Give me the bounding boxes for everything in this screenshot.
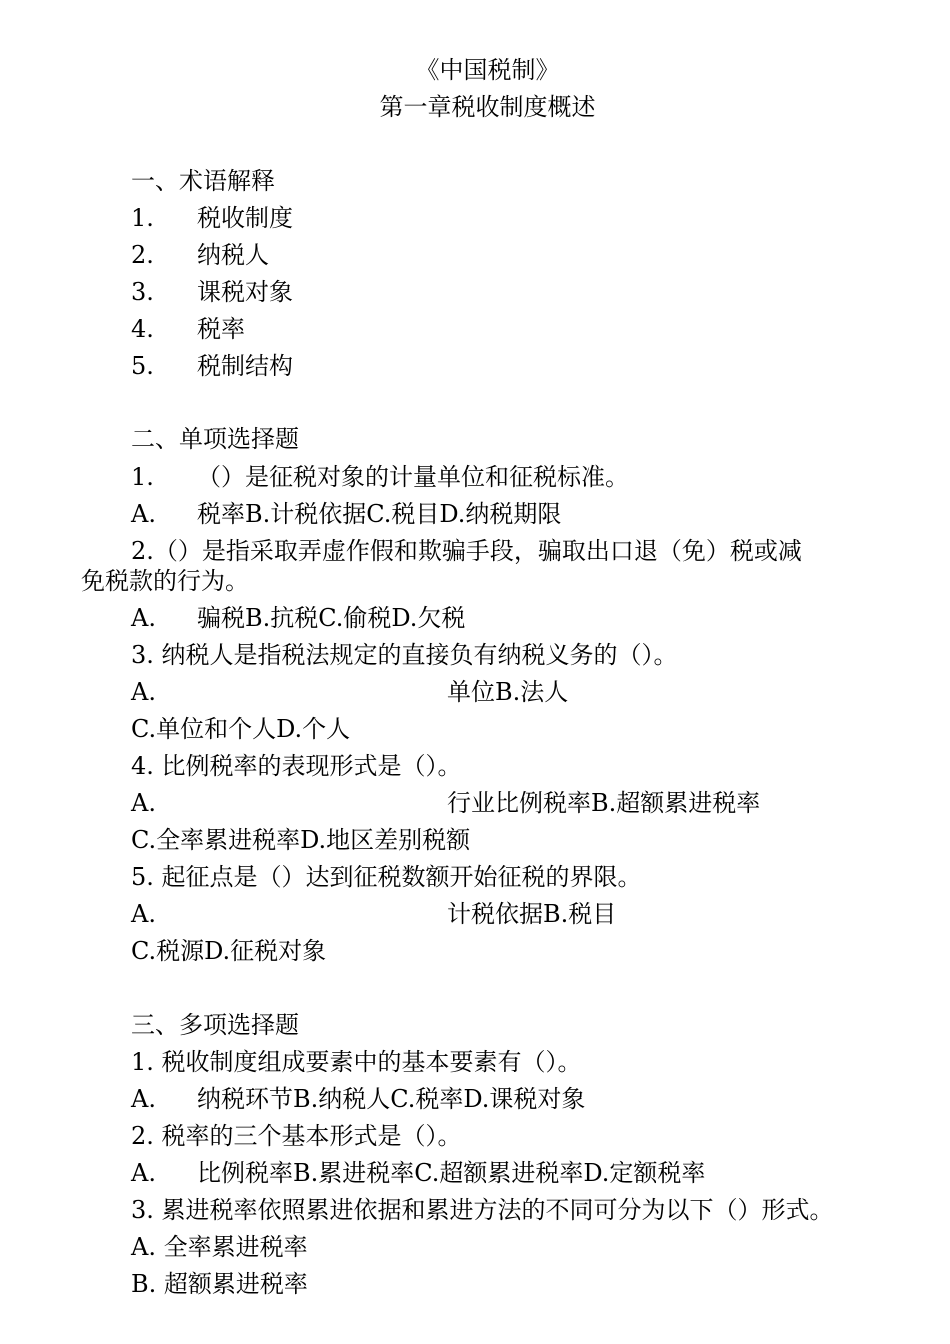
question-text: 5. 起征点是（）达到征税数额开始征税的界限。 bbox=[131, 863, 642, 891]
question-options bbox=[131, 1158, 705, 1188]
question-text: 1. 税收制度组成要素中的基本要素有（）。 bbox=[131, 1048, 582, 1076]
option-label: A. bbox=[131, 500, 156, 528]
term-text: 税制结构 bbox=[197, 352, 293, 380]
question-text-continued: 免税款的行为。 bbox=[81, 567, 249, 595]
question-options bbox=[131, 499, 561, 529]
option-text: 纳税环节B.纳税人C.税率D.课税对象 bbox=[197, 1085, 586, 1113]
question-option: B. 超额累进税率 bbox=[131, 1270, 308, 1298]
term-number: 4. bbox=[131, 315, 154, 343]
term-item bbox=[131, 314, 245, 344]
option-text: 骗税B.抗税C.偷税D.欠税 bbox=[197, 604, 466, 632]
question-options: C.全率累进税率D.地区差别税额 bbox=[131, 826, 471, 854]
term-text: 税率 bbox=[197, 315, 245, 343]
term-item bbox=[131, 203, 293, 233]
question-options: C.单位和个人D.个人 bbox=[131, 715, 351, 743]
question-options bbox=[131, 1084, 585, 1114]
section-heading-terms: 一、术语解释 bbox=[131, 167, 275, 195]
option-label: A. bbox=[131, 678, 156, 706]
question-text: 4. 比例税率的表现形式是（）。 bbox=[131, 752, 462, 780]
section-heading-single-choice: 二、单项选择题 bbox=[131, 425, 299, 453]
term-number: 2. bbox=[131, 241, 154, 269]
term-item bbox=[131, 240, 269, 270]
term-item bbox=[131, 351, 293, 381]
option-text: 单位B.法人 bbox=[447, 678, 569, 706]
question-options: C.税源D.征税对象 bbox=[131, 937, 327, 965]
option-text: 比例税率B.累进税率C.超额累进税率D.定额税率 bbox=[197, 1159, 706, 1187]
question-option: A. 全率累进税率 bbox=[131, 1233, 308, 1261]
question-number: 1. bbox=[131, 463, 154, 491]
option-label: A. bbox=[131, 900, 156, 928]
option-label: A. bbox=[131, 1159, 156, 1187]
term-text: 税收制度 bbox=[197, 204, 293, 232]
question-options bbox=[131, 603, 465, 633]
option-label: A. bbox=[131, 1085, 156, 1113]
option-label: A. bbox=[131, 604, 156, 632]
term-number: 1. bbox=[131, 204, 154, 232]
term-number: 3. bbox=[131, 278, 154, 306]
question-options bbox=[131, 677, 568, 707]
question-text bbox=[131, 462, 629, 492]
option-text: 计税依据B.税目 bbox=[447, 900, 617, 928]
question-body: （）是征税对象的计量单位和征税标准。 bbox=[197, 463, 629, 491]
book-title: 《中国税制》 bbox=[415, 56, 560, 84]
question-options bbox=[131, 899, 616, 929]
term-text: 课税对象 bbox=[197, 278, 293, 306]
chapter-title: 第一章税收制度概述 bbox=[379, 93, 596, 121]
question-text: 3. 累进税率依照累进依据和累进方法的不同可分为以下（）形式。 bbox=[131, 1196, 834, 1224]
option-label: A. bbox=[131, 789, 156, 817]
term-item bbox=[131, 277, 293, 307]
question-options bbox=[131, 788, 760, 818]
term-text: 纳税人 bbox=[197, 241, 269, 269]
question-text: 2. 税率的三个基本形式是（）。 bbox=[131, 1122, 462, 1150]
option-text: 行业比例税率B.超额累进税率 bbox=[447, 789, 761, 817]
section-heading-multiple-choice: 三、多项选择题 bbox=[131, 1011, 299, 1039]
question-text: 2.（）是指采取弄虚作假和欺骗手段，骗取出口退（免）税或减 bbox=[131, 537, 802, 565]
option-text: 税率B.计税依据C.税目D.纳税期限 bbox=[197, 500, 562, 528]
term-number: 5. bbox=[131, 352, 154, 380]
question-text: 3. 纳税人是指税法规定的直接负有纳税义务的（）。 bbox=[131, 641, 678, 669]
